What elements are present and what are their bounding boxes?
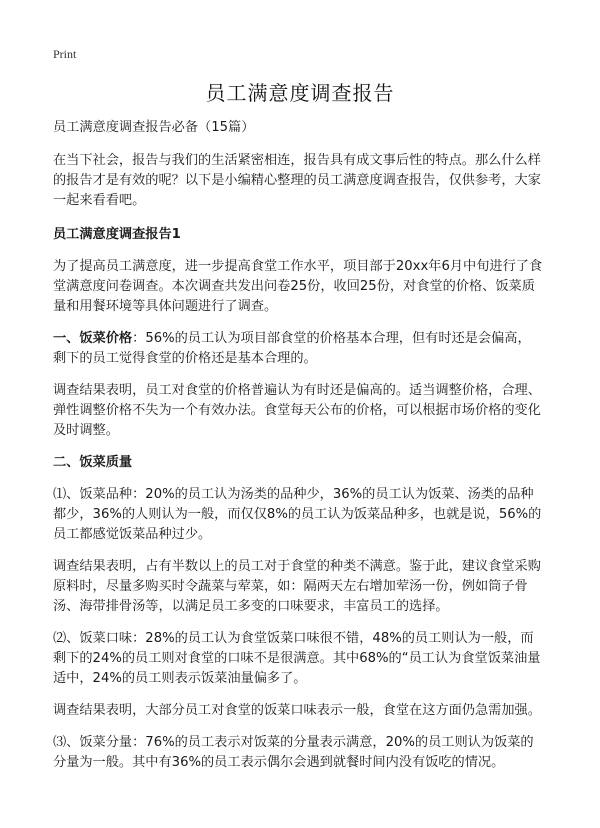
price-conclusion: 调查结果表明，员工对食堂的价格普遍认为有时还是偏高的。适当调整价格，合理、弹性调整价格不失为一个有效办法。食堂每天公布的价格，可以根据市场价格的变化及时调整。 bbox=[53, 383, 541, 438]
taste-conclusion: 调查结果表明，大部分员工对食堂的饭菜口味表示一般，食堂在这方面仍急需加强。 bbox=[53, 703, 541, 718]
price-section-label: 一、饭菜价格 bbox=[53, 331, 133, 346]
report1-heading: 员工满意度调查报告1 bbox=[53, 227, 181, 242]
print-label: Print bbox=[53, 47, 77, 61]
document-body bbox=[53, 118, 543, 785]
price-section-text: 56%的员工认为项目部食堂的价格基本合理，但有时还是会偏高，剩下的员工觉得食堂的价格还是基本合理的。 bbox=[53, 331, 531, 366]
quality-heading: 二、饭菜质量 bbox=[53, 455, 133, 470]
intro-paragraph: 在当下社会，报告与我们的生活紧密相连，报告具有成文事后性的特点。那么什么样的报告才是有效的呢？以下是小编精心整理的员工满意度调查报告，仅供参考，大家一起来看看吧。 bbox=[53, 153, 541, 208]
variety-paragraph: ⑴、饭菜品种：20%的员工认为汤类的品种少，36%的员工认为饭菜、汤类的品种都少，36%的人则认为一般，而仅仅8%的员工认为饭菜品种多，也就是说，56%的员工都感觉饭菜品种过少。 bbox=[53, 487, 542, 542]
page-title: 员工满意度调查报告 bbox=[205, 81, 395, 105]
portion-paragraph: ⑶、饭菜分量：76%的员工表示对饭菜的分量表示满意，20%的员工则认为饭菜的分量为一般。其中有36%的员工表示偶尔会遇到就餐时间内没有饭吃的情况。 bbox=[53, 735, 534, 770]
document-subtitle: 员工满意度调查报告必备（15篇） bbox=[53, 120, 255, 135]
price-section bbox=[53, 329, 543, 369]
price-section-colon: ： bbox=[132, 331, 146, 346]
report1-paragraph: 为了提高员工满意度，进一步提高食堂工作水平，项目部于20xx年6月中旬进行了食堂满意度问卷调查。本次调查共发出问卷25份，收回25份，对食堂的价格、饭菜质量和用餐环境等具体问题进行了调查。 bbox=[53, 259, 543, 314]
taste-paragraph: ⑵、饭菜口味：28%的员工认为食堂饭菜口味很不错，48%的员工则认为一般，而剩下的24%的员工则对食堂的口味不是很满意。其中68%的“员工认为食堂饭菜油量适中，24%的员工则表示饭菜油量偏多了。 bbox=[53, 631, 541, 686]
variety-conclusion: 调查结果表明，占有半数以上的员工对于食堂的种类不满意。鉴于此，建议食堂采购原料时，尽量多购买时令蔬菜与荤菜，如：隔两天左右增加荤汤一份，例如筒子骨汤、海带排骨汤等，以满足员工多变的口味要求，丰富员工的选择。 bbox=[53, 559, 541, 614]
